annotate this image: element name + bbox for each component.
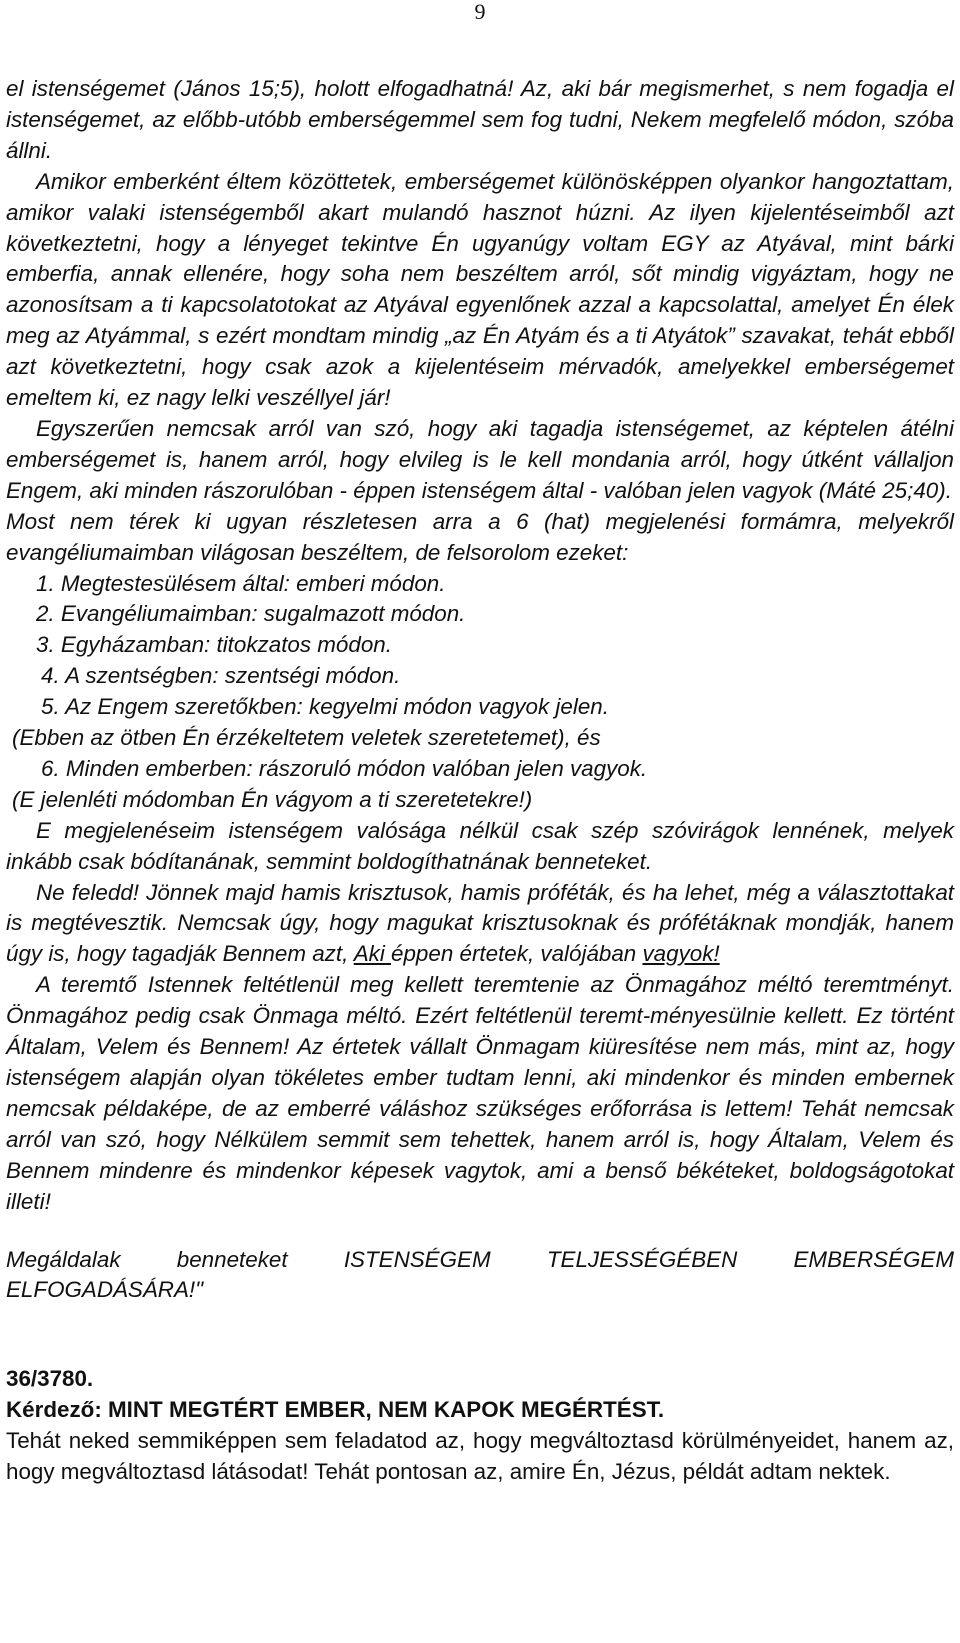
underlined-aki: Aki [353, 941, 392, 967]
paragraph-humanity: Amikor emberként éltem közöttetek, emberségemet különösképpen olyankor hangoztattam, amikor valaki istenségemből akart mulandó hasznot húzni. Az ilyen kijelentéseimből azt következtetni, hogy a lényeget tekintve Én ugyanúgy voltam EGY az Atyával, mint bárki emberfia, annak ellenére, hogy soha nem beszéltem arról, sőt mindig vigyáztam, hogy ne azonosítsam a ti kapcsolatotokat az Atyával egyenlőnek azzal a kapcsolattal, amelyet Én élek meg az Atyámmal, s ezért mondtam mindig „az Én Atyám és a ti Atyátok” szavakat, tehát ebből azt következtetni, hogy csak azok a kijelentéseim mérvadók, amelyekkel emberségemet emeltem ki, ez nagy lelki veszéllyel jár! [6, 168, 954, 411]
list-item: 2. Evangéliumaimban: sugalmazott módon. [36, 601, 466, 627]
page-number: 9 [474, 0, 486, 24]
list-item: 1. Megtestesülésem által: emberi módon. [36, 570, 446, 596]
forms-list [6, 569, 954, 816]
paragraph-creation: A teremtő Istennek feltétlenül meg kellett teremtenie az Önmagához méltó teremtményt. Önmagához pedig csak Önmaga méltó. Ezért feltétlenül teremt-ményesülnie kellett. Ez történt Általam, Velem és Bennem! Az értetek vállalt Önmagam kiüresítése nem más, mint az, hogy istenségem alapján olyan tökéletes ember tudtam lenni, aki mindenkor és minden embernek nemcsak példaképe, de az emberré váláshoz szükséges erőforrása is lettem! Tehát nemcsak arról van szó, hogy Nélkülem semmit sem tehettek, hanem arról is, hogy Általam, Velem és Bennem mindenre és mindenkor képesek vagytok, ami a benső békéteket, boldogságotokat illeti! [6, 972, 954, 1214]
underlined-vagyok: vagyok! [642, 941, 720, 967]
page-body [6, 74, 954, 1488]
list-item: 3. Egyházamban: titokzatos módon. [36, 632, 392, 658]
list-note: (E jelenléti módomban Én vágyom a ti szeretetekre!) [12, 786, 533, 812]
paragraph-forms-intro: Most nem térek ki ugyan részletesen arra a 6 (hat) megjelenési formámra, melyekről evangéliumaimban világosan beszéltem, de felsorolom ezeket: [6, 508, 954, 565]
list-item: 4. A szentségben: szentségi módon. [41, 663, 401, 689]
list-note: (Ebben az ötben Én érzékeltetem veletek szeretetemet), és [12, 725, 601, 751]
warning-text: Ne feledd! Jönnek majd hamis krisztusok, hamis próféták, és ha lehet, még a választottakat is megtévesztik. Nemcsak úgy, hogy magukat krisztusoknak és prófétáknak mondják, hanem úgy is, hogy tagadják Bennem azt, [6, 879, 954, 967]
paragraph-divinity: Egyszerűen nemcsak arról van szó, hogy aki tagadja istenségemet, az képtelen átélni emberségemet is, hanem arról, hogy elvileg is le kell mondania arról, hogy útként vállaljon Engem, aki minden rászorulóban - éppen istenségem által - valóban jelen vagyok (Máté 25;40). [6, 415, 954, 503]
paragraph-continuation: el istenségemet (János 15;5), holott elfogadhatná! Az, aki bár megismerhet, s nem fogadja el istenségemet, az előbb-utóbb emberségemmel sem fog tudni, Nekem megfelelő módon, szóba állni. [6, 76, 954, 163]
spacer [6, 1306, 954, 1364]
spacer [6, 1218, 954, 1245]
entry-question: Kérdező: MINT MEGTÉRT EMBER, NEM KAPOK MEGÉRTÉST. [6, 1397, 665, 1423]
paragraph-manifestations: E megjelenéseim istenségem valósága nélkül csak szép szóvirágok lennének, melyek inkább csak bódítanának, semmint boldogíthatnának benneteket. [6, 817, 954, 874]
entry-answer: Tehát neked semmiképpen sem feladatod az, hogy megváltoztasd körülményeidet, hanem az, hogy megváltoztasd látásodat! Tehát pontosan az, amire Én, Jézus, példát adtam nektek. [6, 1428, 954, 1485]
blessing-line: ELFOGADÁSÁRA!" [6, 1277, 204, 1303]
list-item: 5. Az Engem szeretőkben: kegyelmi módon vagyok jelen. [41, 694, 609, 720]
list-item: 6. Minden emberben: rászoruló módon valóban jelen vagyok. [41, 755, 648, 781]
blessing-line: Megáldalak benneteket ISTENSÉGEM TELJESSÉGÉBEN EMBERSÉGEM [6, 1246, 954, 1272]
paragraph-warning [6, 878, 954, 971]
entry-number: 36/3780. [6, 1366, 94, 1392]
warning-text-cont: éppen értetek, valójában [391, 941, 643, 967]
